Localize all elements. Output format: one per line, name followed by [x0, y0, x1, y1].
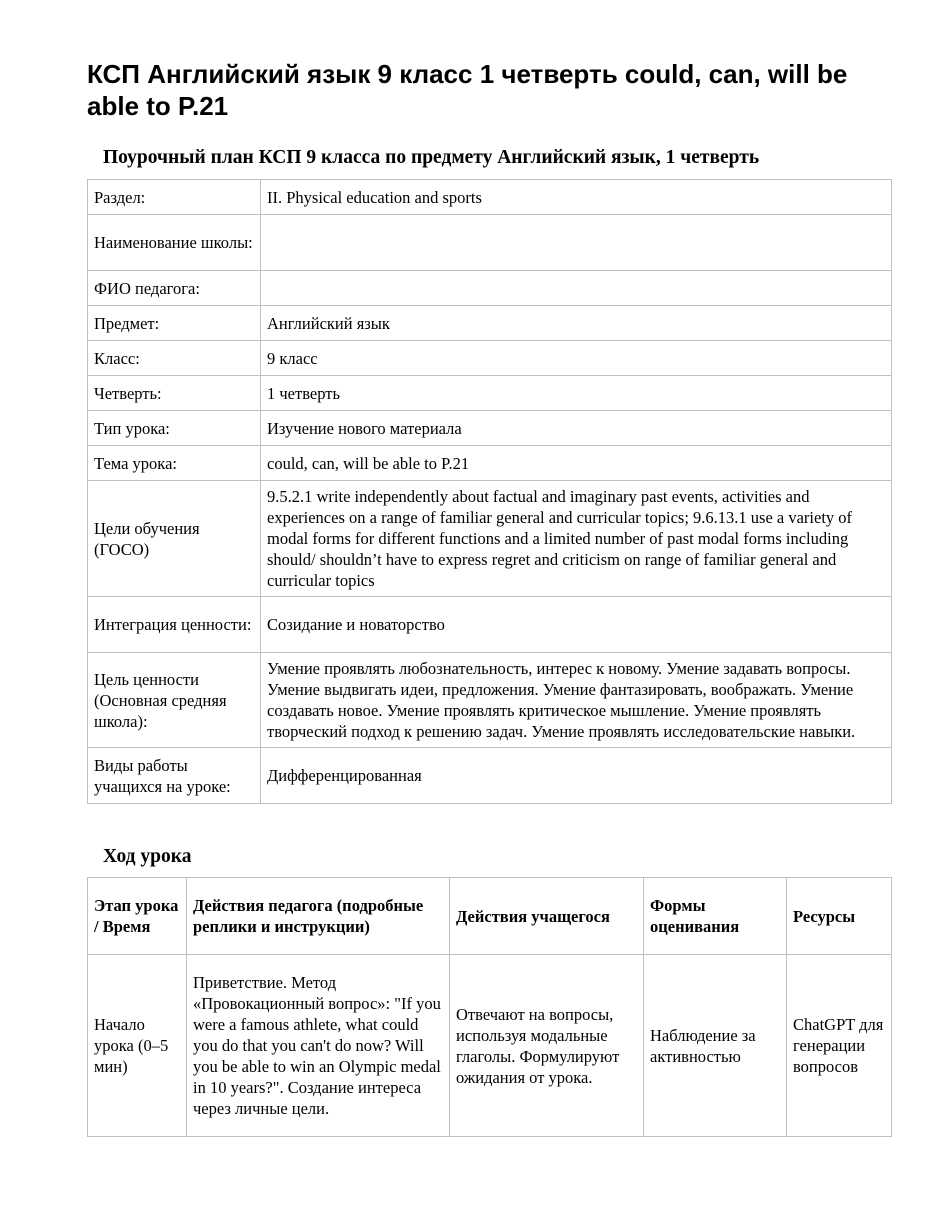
info-label: Класс:	[88, 341, 261, 376]
lesson-info-table	[87, 179, 892, 804]
table-row	[88, 341, 892, 376]
page-title: КСП Английский язык 9 класс 1 четверть could, can, will be able to P.21	[87, 59, 848, 121]
info-value: Созидание и новаторство	[261, 597, 892, 653]
table-row	[88, 271, 892, 306]
info-label: Наименование школы:	[88, 215, 261, 271]
table-row	[88, 306, 892, 341]
info-label: Тема урока:	[88, 446, 261, 481]
info-value: Дифференцированная	[261, 748, 892, 804]
column-header-assessment: Формы оценивания	[644, 878, 787, 955]
table-header-row	[88, 878, 892, 955]
table-row	[88, 376, 892, 411]
lesson-heading: Ход урока	[103, 846, 192, 867]
info-value: Умение проявлять любознательность, интерес к новому. Умение задавать вопросы. Умение выдвигать идеи, предложения. Умение фантазировать, воображать. Умение создавать новое. Умение проявлять критическое мышление. Умение проявлять творческий подход к решению задач. Умение проявлять исследовательские навыки.	[261, 653, 892, 748]
stage-cell: Начало урока (0–5 мин)	[88, 955, 187, 1137]
table-row	[88, 446, 892, 481]
info-label: Предмет:	[88, 306, 261, 341]
teacher-actions-cell: Приветствие. Метод «Провокационный вопрос»: "If you were a famous athlete, what could you do that you can't do now? Will you be able to win an Olympic medal in 10 years?". Создание интереса через личные цели.	[187, 955, 450, 1137]
resources-cell: ChatGPT для генерации вопросов	[787, 955, 892, 1137]
info-label: Цель ценности (Основная средняя школа):	[88, 653, 261, 748]
info-value: Изучение нового материала	[261, 411, 892, 446]
info-value: could, can, will be able to P.21	[261, 446, 892, 481]
table-row	[88, 748, 892, 804]
table-row	[88, 955, 892, 1137]
info-value	[261, 215, 892, 271]
info-value: II. Physical education and sports	[261, 180, 892, 215]
info-label: Интеграция ценности:	[88, 597, 261, 653]
plan-heading: Поурочный план КСП 9 класса по предмету Английский язык, 1 четверть	[103, 147, 760, 168]
column-header-teacher: Действия педагога (подробные реплики и инструкции)	[187, 878, 450, 955]
lesson-flow-table	[87, 877, 892, 1137]
column-header-stage: Этап урока / Время	[88, 878, 187, 955]
info-value: 9 класс	[261, 341, 892, 376]
info-label: Виды работы учащихся на уроке:	[88, 748, 261, 804]
info-value	[261, 271, 892, 306]
info-label: Цели обучения (ГОСО)	[88, 481, 261, 597]
table-row	[88, 215, 892, 271]
table-row	[88, 481, 892, 597]
assessment-cell: Наблюдение за активностью	[644, 955, 787, 1137]
table-row	[88, 180, 892, 215]
column-header-students: Действия учащегося	[450, 878, 644, 955]
table-row	[88, 597, 892, 653]
info-value: 9.5.2.1 write independently about factual and imaginary past events, activities and experiences on a range of familiar general and curricular topics; 9.6.13.1 use a variety of modal forms for different functions and a limited number of past modal forms including should/ shouldn’t have to express regret and criticism on range of familiar general and curricular topics	[261, 481, 892, 597]
info-value: Английский язык	[261, 306, 892, 341]
info-label: Тип урока:	[88, 411, 261, 446]
column-header-resources: Ресурсы	[787, 878, 892, 955]
info-label: Четверть:	[88, 376, 261, 411]
info-label: ФИО педагога:	[88, 271, 261, 306]
student-actions-cell: Отвечают на вопросы, используя модальные глаголы. Формулируют ожидания от урока.	[450, 955, 644, 1137]
table-row	[88, 411, 892, 446]
info-value: 1 четверть	[261, 376, 892, 411]
info-label: Раздел:	[88, 180, 261, 215]
table-row	[88, 653, 892, 748]
